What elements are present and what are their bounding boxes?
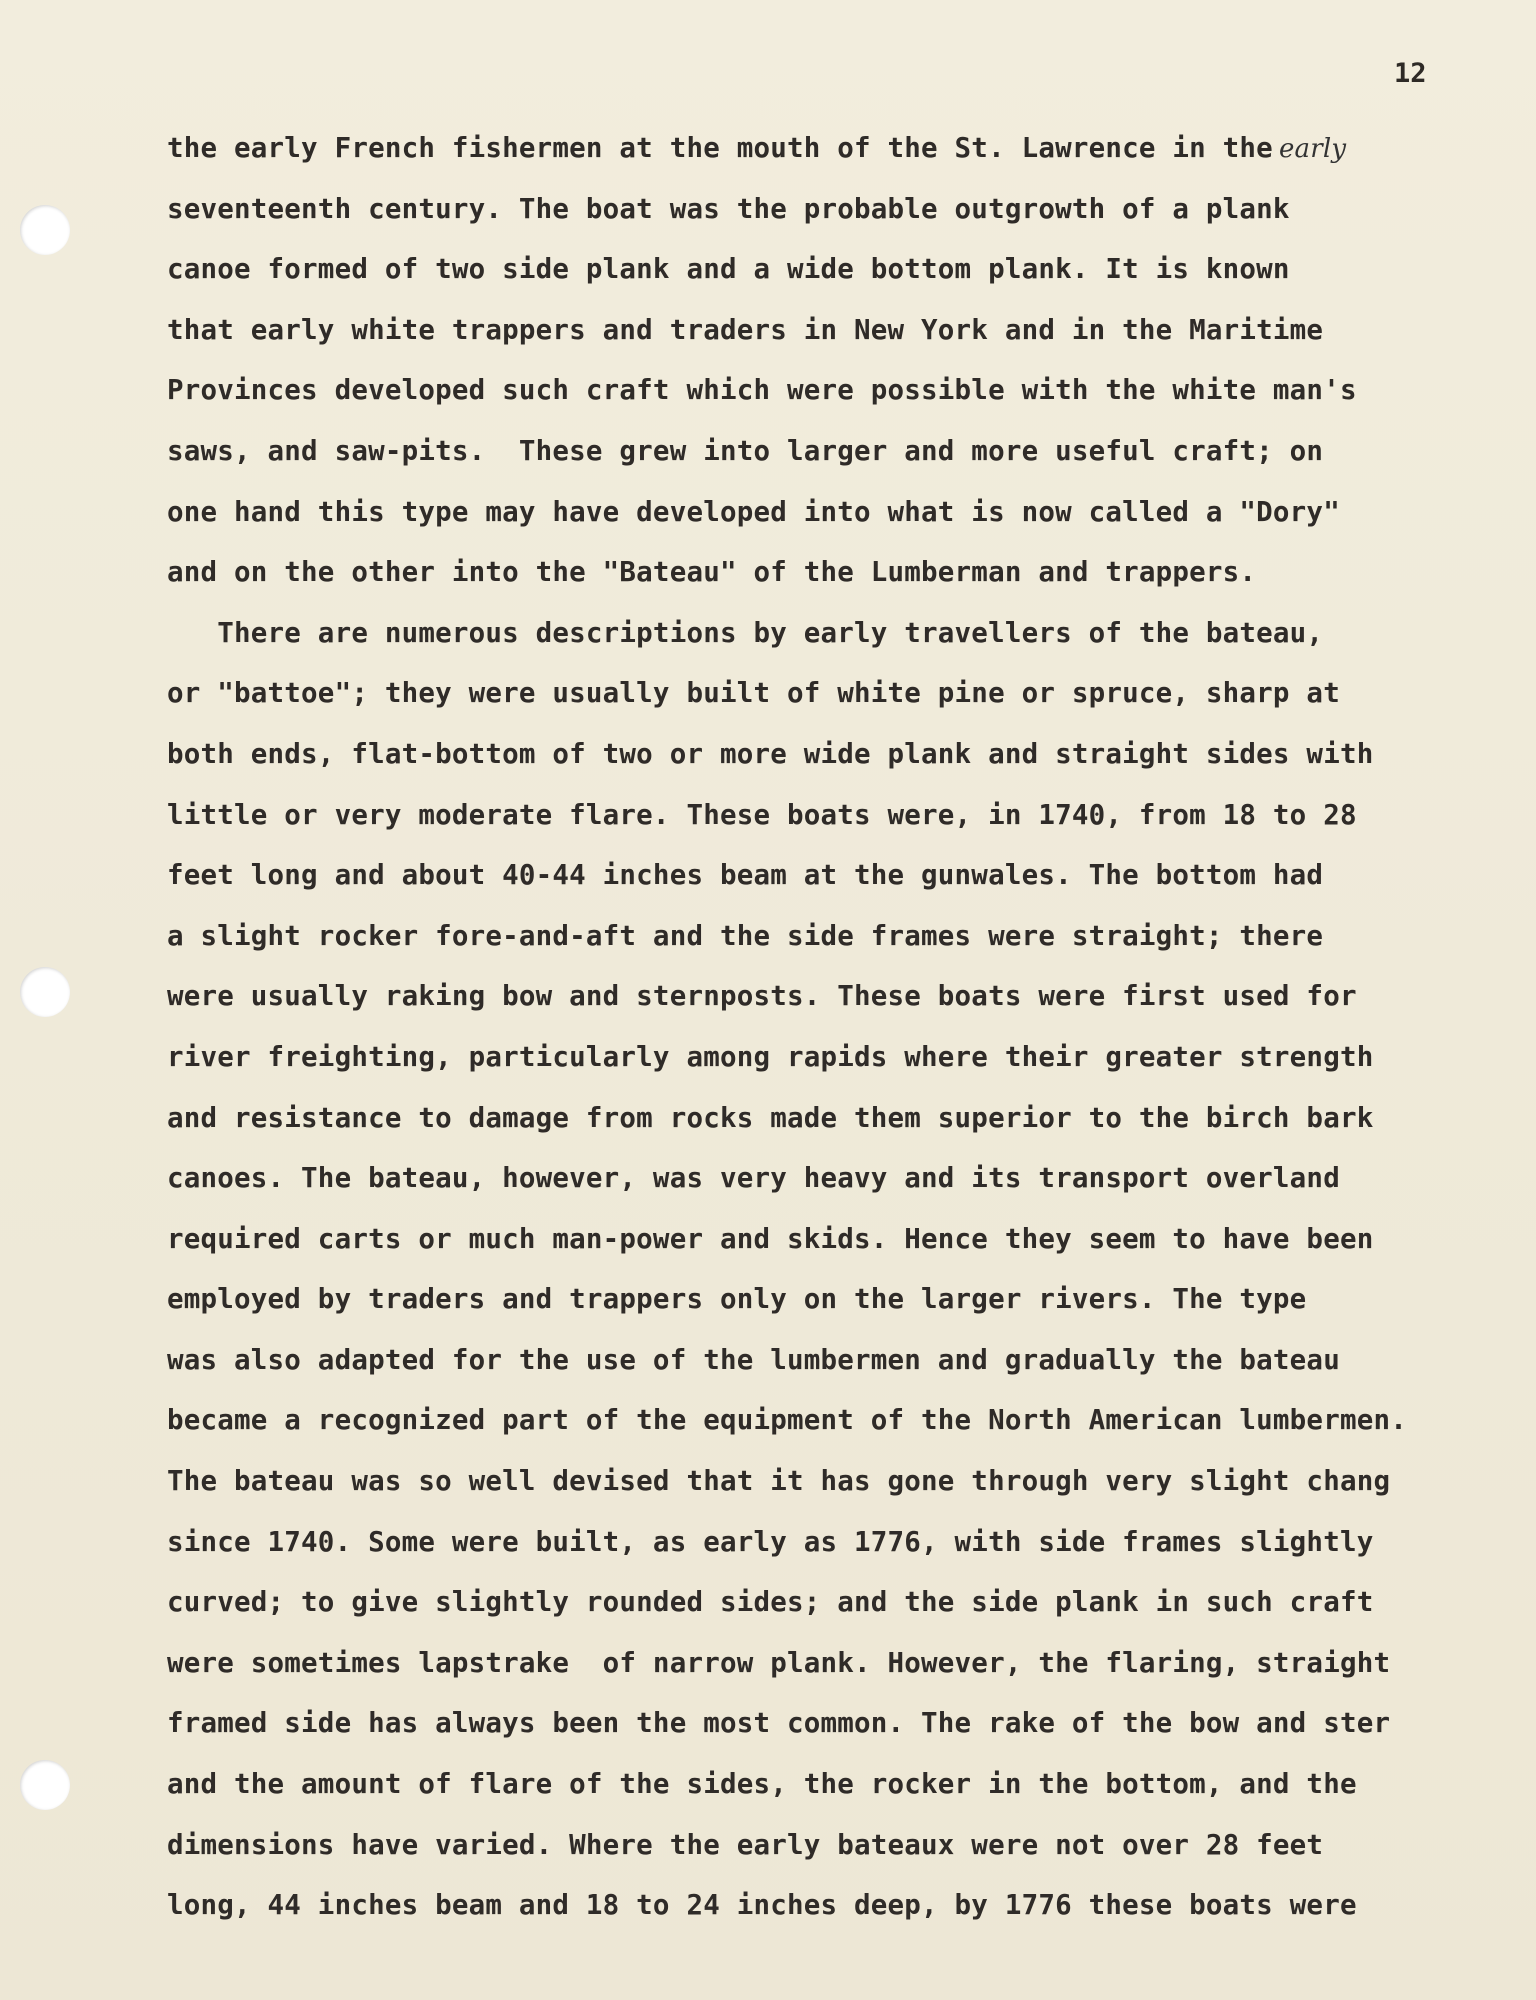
- text-line: curved; to give slightly rounded sides; and the side plank in such craft: [167, 1586, 1374, 1619]
- text-line: feet long and about 40-44 inches beam at the gunwales. The bottom had: [167, 859, 1324, 892]
- text-line: employed by traders and trappers only on the larger rivers. The type: [167, 1283, 1307, 1316]
- text-line: the early French fishermen at the mouth of the St. Lawrence in the early: [167, 132, 1347, 164]
- text-line: canoes. The bateau, however, was very heavy and its transport overland: [167, 1162, 1340, 1195]
- text-line: canoe formed of two side plank and a wide bottom plank. It is known: [167, 253, 1290, 286]
- text-line: and on the other into the "Bateau" of the Lumberman and trappers.: [167, 556, 1257, 589]
- text-line: since 1740. Some were built, as early as 1776, with side frames slightly: [167, 1525, 1374, 1558]
- text-line: long, 44 inches beam and 18 to 24 inches deep, by 1776 these boats were: [167, 1889, 1357, 1922]
- text-line: became a recognized part of the equipment of the North American lumbermen.: [167, 1404, 1407, 1437]
- punch-hole-bottom: [20, 1760, 70, 1810]
- page-number: 12: [1394, 58, 1427, 89]
- text-line: little or very moderate flare. These boats were, in 1740, from 18 to 28: [167, 798, 1357, 831]
- text-line: were usually raking bow and sternposts. These boats were first used for: [167, 980, 1357, 1013]
- text-line: framed side has always been the most common. The rake of the bow and ster: [167, 1707, 1391, 1740]
- text-line: There are numerous descriptions by early travellers of the bateau,: [167, 616, 1324, 649]
- text-line: that early white trappers and traders in New York and in the Maritime: [167, 313, 1324, 346]
- body-text: [167, 118, 1527, 1936]
- text-line: or "battoe"; they were usually built of white pine or spruce, sharp at: [167, 677, 1340, 710]
- text-line: river freighting, particularly among rapids where their greater strength: [167, 1040, 1374, 1073]
- text-line: was also adapted for the use of the lumbermen and gradually the bateau: [167, 1343, 1340, 1376]
- text-line: were sometimes lapstrake of narrow plank. However, the flaring, straight: [167, 1646, 1391, 1679]
- handwritten-margin-note: early: [1278, 134, 1347, 164]
- text-line: required carts or much man-power and skids. Hence they seem to have been: [167, 1222, 1374, 1255]
- punch-hole-middle: [20, 967, 70, 1017]
- text-line: one hand this type may have developed into what is now called a "Dory": [167, 495, 1340, 528]
- text-line: Provinces developed such craft which were possible with the white man's: [167, 374, 1357, 407]
- text-line: dimensions have varied. Where the early bateaux were not over 28 feet: [167, 1828, 1324, 1861]
- text-line: The bateau was so well devised that it has gone through very slight chang: [167, 1465, 1391, 1498]
- text-line: a slight rocker fore-and-aft and the side frames were straight; there: [167, 919, 1324, 952]
- punch-hole-top: [20, 205, 70, 255]
- text-line: and the amount of flare of the sides, the rocker in the bottom, and the: [167, 1768, 1357, 1801]
- text-line: seventeenth century. The boat was the probable outgrowth of a plank: [167, 192, 1290, 225]
- text-line: saws, and saw-pits. These grew into larger and more useful craft; on: [167, 434, 1324, 467]
- text-line: both ends, flat-bottom of two or more wide plank and straight sides with: [167, 737, 1374, 770]
- text-line: and resistance to damage from rocks made them superior to the birch bark: [167, 1101, 1374, 1134]
